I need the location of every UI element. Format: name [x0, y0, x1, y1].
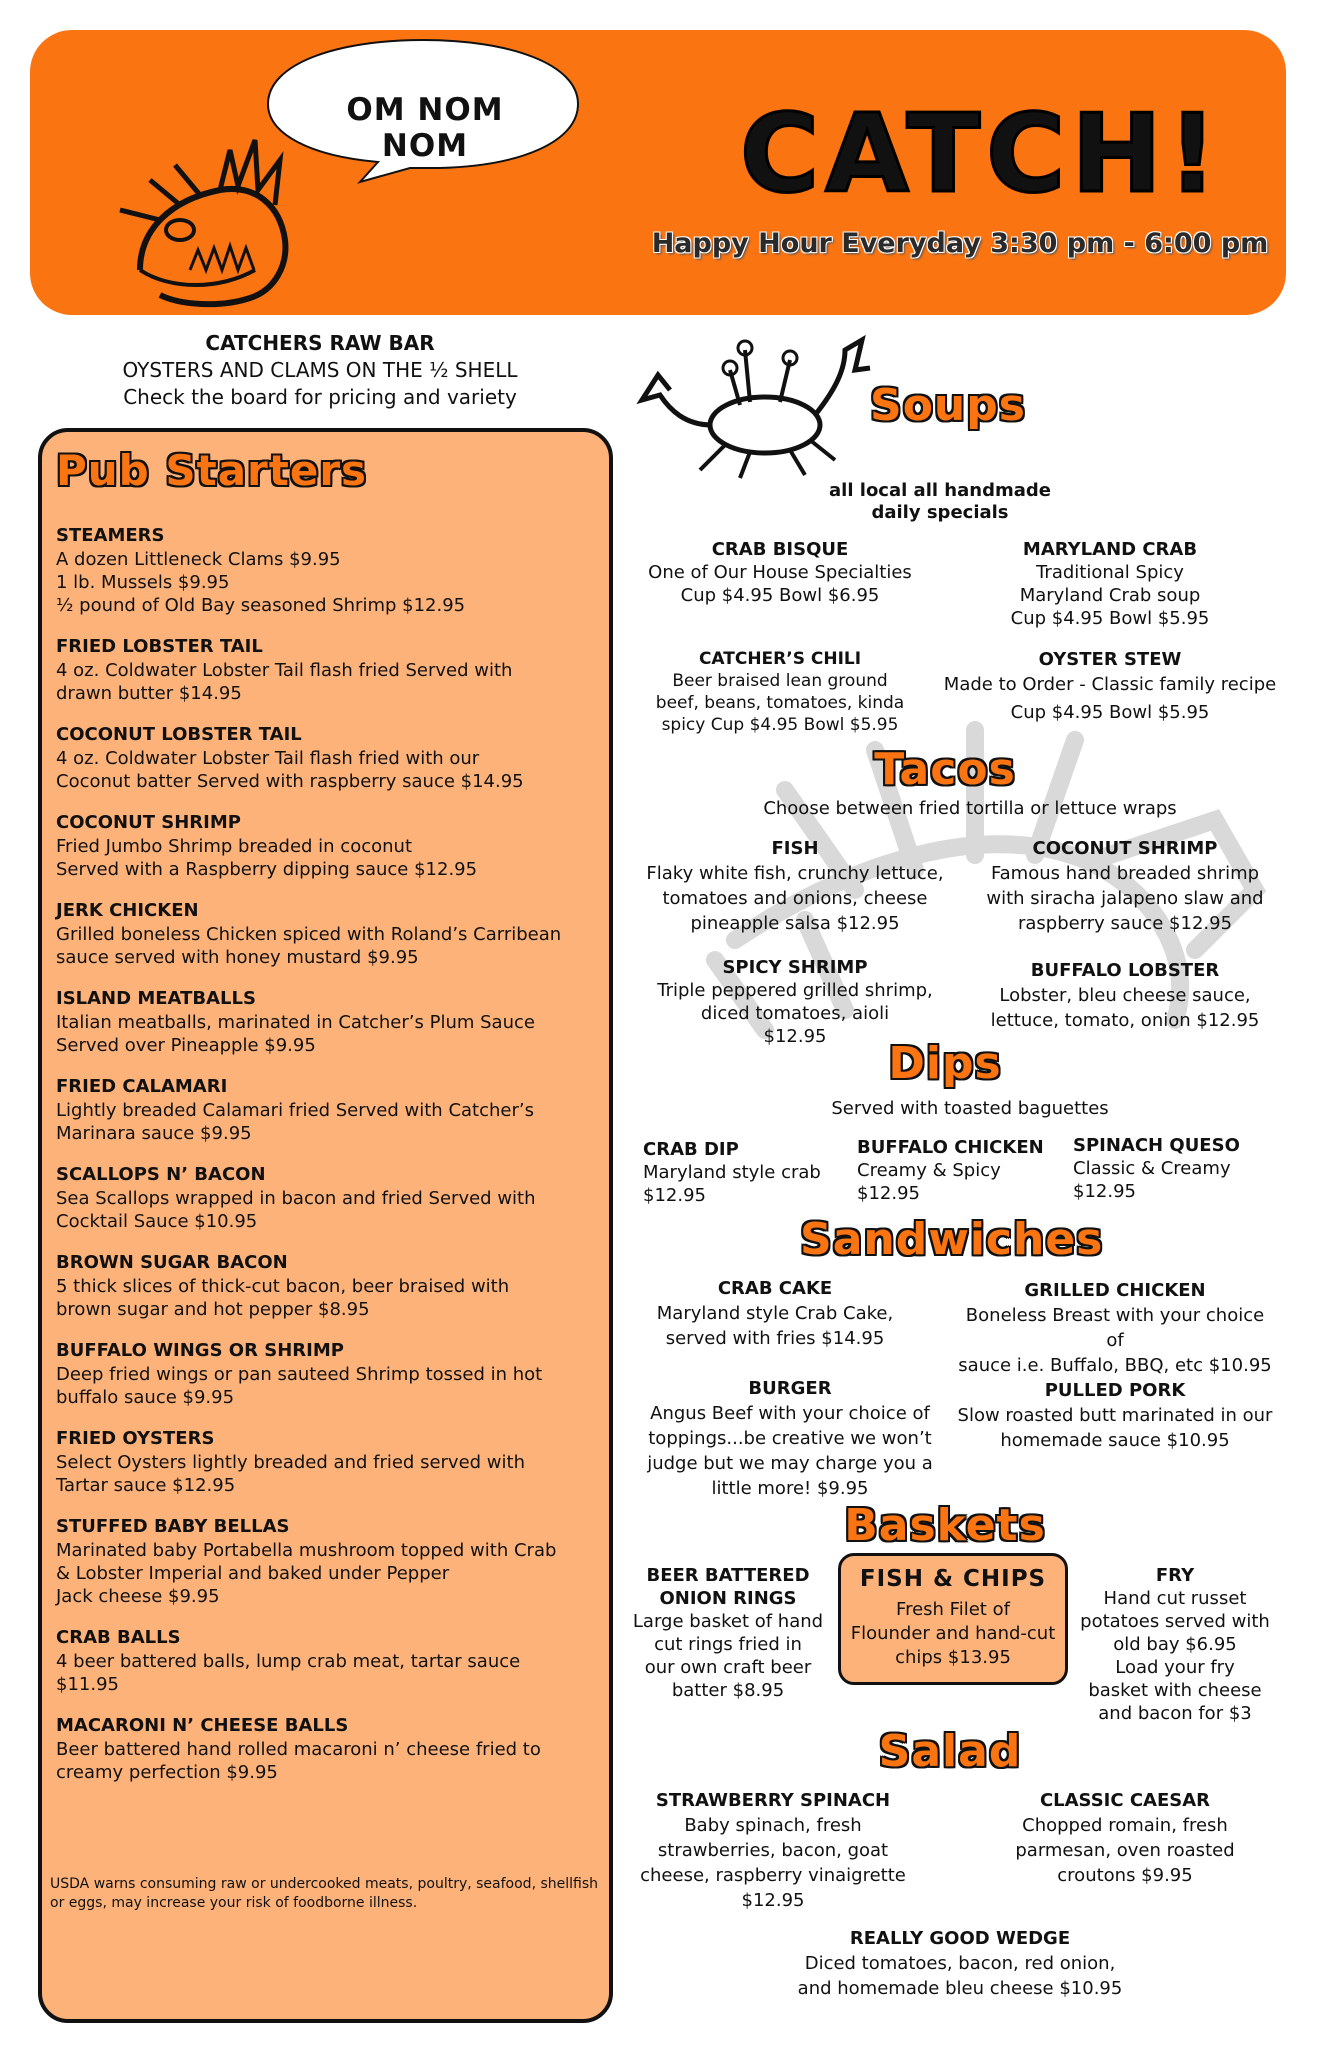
pub-starter-item	[56, 635, 596, 705]
pub-starter-item	[56, 1515, 596, 1608]
pub-starters-heading: Pub Starters	[56, 446, 368, 495]
item-name: JERK CHICKEN	[56, 900, 199, 921]
pub-starter-item	[56, 1714, 596, 1784]
item-name: OYSTER STEW	[1038, 649, 1182, 670]
pub-starter-item	[56, 899, 596, 969]
pub-starter-item	[56, 1626, 596, 1696]
item-desc: Fresh Filet of Flounder and hand-cut chips $13.95	[850, 1599, 1056, 1668]
dips-subtitle: Served with toasted baguettes	[831, 1098, 1109, 1119]
pub-starter-item	[56, 1339, 596, 1409]
item-desc: Traditional Spicy Maryland Crab soup Cup $4.95 Bowl $5.95	[1010, 562, 1210, 629]
taco-spicy-shrimp	[625, 956, 965, 1048]
item-desc: Lightly breaded Calamari fried Served with Catcher’s Marinara sauce $9.95	[56, 1100, 534, 1144]
item-name: CATCHER’S CHILI	[698, 649, 862, 669]
soup-oyster-stew	[940, 648, 1280, 727]
item-desc: 5 thick slices of thick-cut bacon, beer braised with brown sugar and hot pepper $8.95	[56, 1276, 510, 1320]
item-desc: Deep fried wings or pan sauteed Shrimp tossed in hot buffalo sauce $9.95	[56, 1364, 543, 1408]
taco-fish	[625, 836, 965, 936]
soup-catchers-chili	[625, 648, 935, 736]
item-name: BUFFALO LOBSTER	[1030, 960, 1220, 981]
salad-heading: Salad	[878, 1726, 1022, 1777]
item-desc: 4 oz. Coldwater Lobster Tail flash fried with our Coconut batter Served with raspberry sauce $14.95	[56, 748, 524, 792]
item-name: MACARONI N’ CHEESE BALLS	[56, 1715, 349, 1736]
item-name: MARYLAND CRAB	[1022, 539, 1198, 560]
item-name: REALLY GOOD WEDGE	[849, 1928, 1071, 1949]
item-name: FISH	[771, 838, 819, 859]
item-desc: One of Our House Specialties Cup $4.95 Bowl $6.95	[648, 562, 912, 606]
item-name: SPICY SHRIMP	[722, 957, 868, 978]
item-name: CLASSIC CAESAR	[1039, 1790, 1211, 1811]
item-name: SPINACH QUESO	[1073, 1135, 1240, 1156]
usda-warning: USDA warns consuming raw or undercooked meats, poultry, seafood, shellfish or eggs, may increase your risk of foodborne illness.	[50, 1876, 599, 1911]
item-desc: Baby spinach, fresh strawberries, bacon, goat cheese, raspberry vinaigrette $12.95	[640, 1815, 906, 1911]
item-name: FRIED LOBSTER TAIL	[56, 636, 263, 657]
item-name: CRAB DIP	[643, 1139, 739, 1160]
item-desc: A dozen Littleneck Clams $9.95 1 lb. Mussels $9.95 ½ pound of Old Bay seasoned Shrimp $12.95	[56, 549, 466, 616]
pub-starter-item	[56, 1251, 596, 1321]
pub-starter-item	[56, 524, 596, 617]
item-desc: Angus Beef with your choice of toppings...be creative we won’t judge but we may charge you a little more! $9.95	[647, 1403, 933, 1499]
item-name: FRIED OYSTERS	[56, 1428, 215, 1449]
taco-buffalo-lobster	[975, 958, 1275, 1033]
item-desc: Made to Order - Classic family recipe Cup $4.95 Bowl $5.95	[943, 674, 1277, 723]
item-name: PULLED PORK	[1044, 1380, 1186, 1401]
soups-heading: Soups	[870, 380, 1026, 431]
pub-starter-item	[56, 723, 596, 793]
item-name: GRILLED CHICKEN	[1024, 1280, 1206, 1301]
soup-maryland-crab	[955, 538, 1265, 630]
raw-bar-notice	[50, 330, 590, 411]
item-desc: Famous hand breaded shrimp with siracha jalapeno slaw and raspberry sauce $12.95	[986, 863, 1264, 934]
sandwich-grilled-chicken	[955, 1278, 1275, 1378]
speech-bubble-text: OM NOM NOM	[346, 92, 504, 164]
soups-subtitle: all local all handmade daily specials	[829, 480, 1051, 523]
item-name: ISLAND MEATBALLS	[56, 988, 256, 1009]
item-name: CRAB CAKE	[717, 1278, 833, 1299]
item-desc: Fried Jumbo Shrimp breaded in coconut Served with a Raspberry dipping sauce $12.95	[56, 836, 478, 880]
item-desc: Grilled boneless Chicken spiced with Roland’s Carribean sauce served with honey mustard $9.95	[56, 924, 562, 968]
item-name: COCONUT LOBSTER TAIL	[56, 724, 302, 745]
item-name: COCONUT SHRIMP	[56, 812, 241, 833]
item-desc: Beer braised lean ground beef, beans, tomatoes, kinda spicy Cup $4.95 Bowl $5.95	[655, 671, 905, 735]
item-name: STEAMERS	[56, 525, 165, 546]
item-desc: Large basket of hand cut rings fried in our own craft beer batter $8.95	[632, 1611, 824, 1701]
item-name: BROWN SUGAR BACON	[56, 1252, 288, 1273]
item-name: FRIED CALAMARI	[56, 1076, 228, 1097]
crab-icon	[630, 330, 880, 480]
raw-bar-line-2: Check the board for pricing and variety	[123, 385, 517, 409]
salad-strawberry-spinach	[618, 1788, 928, 1913]
pub-starters-panel	[38, 428, 613, 2023]
item-desc: Creamy & Spicy $12.95	[857, 1160, 1001, 1204]
sandwich-burger	[635, 1376, 945, 1501]
sandwich-pulled-pork	[955, 1378, 1275, 1453]
salad-classic-caesar	[975, 1788, 1275, 1888]
item-name: CRAB BALLS	[56, 1627, 181, 1648]
item-name: STRAWBERRY SPINACH	[655, 1790, 891, 1811]
sandwiches-heading: Sandwiches	[800, 1214, 1104, 1265]
item-name: STUFFED BABY BELLAS	[56, 1516, 290, 1537]
dip-buffalo-chicken	[857, 1136, 1067, 1205]
item-name: FRY	[1155, 1565, 1195, 1586]
angler-fish-icon	[80, 120, 350, 330]
item-desc: Lobster, bleu cheese sauce, lettuce, tomato, onion $12.95	[990, 985, 1260, 1031]
item-desc: Select Oysters lightly breaded and fried served with Tartar sauce $12.95	[56, 1452, 525, 1496]
tacos-heading: Tacos	[874, 744, 1016, 795]
taco-coconut-shrimp	[975, 836, 1275, 936]
pub-starter-item	[56, 1075, 596, 1145]
pub-starter-item	[56, 811, 596, 881]
item-desc: Beer battered hand rolled macaroni n’ cheese fried to creamy perfection $9.95	[56, 1739, 541, 1783]
dip-spinach-queso	[1073, 1134, 1273, 1203]
dip-crab-dip	[643, 1138, 843, 1207]
salad-really-good-wedge	[780, 1926, 1140, 2001]
item-desc: 4 oz. Coldwater Lobster Tail flash fried Served with drawn butter $14.95	[56, 660, 513, 704]
pub-starter-item	[56, 987, 596, 1057]
raw-bar-line-1: OYSTERS AND CLAMS ON THE ½ SHELL	[122, 358, 518, 382]
basket-onion-rings	[618, 1564, 838, 1702]
soup-crab-bisque	[625, 538, 935, 607]
pub-starter-item	[56, 1163, 596, 1233]
item-desc: Boneless Breast with your choice of sauce i.e. Buffalo, BBQ, etc $10.95	[958, 1305, 1272, 1376]
item-desc: Maryland style Crab Cake, served with fries $14.95	[656, 1303, 894, 1349]
happy-hour-text: Happy Hour Everyday 3:30 pm - 6:00 pm	[651, 228, 1269, 259]
item-desc: Marinated baby Portabella mushroom topped with Crab & Lobster Imperial and baked under Pepper Jack cheese $9.95	[56, 1540, 557, 1607]
baskets-heading: Baskets	[844, 1500, 1046, 1551]
item-name: BUFFALO CHICKEN	[857, 1137, 1044, 1158]
item-name: BURGER	[748, 1378, 832, 1399]
item-name: BUFFALO WINGS OR SHRIMP	[56, 1340, 344, 1361]
item-name: FISH & CHIPS	[859, 1566, 1047, 1592]
item-desc: Triple peppered grilled shrimp, diced tomatoes, aioli $12.95	[657, 980, 933, 1047]
item-desc: Diced tomatoes, bacon, red onion, and homemade bleu cheese $10.95	[797, 1953, 1123, 1999]
item-name: SCALLOPS N’ BACON	[56, 1164, 266, 1185]
basket-fish-and-chips	[838, 1553, 1068, 1685]
item-desc: 4 beer battered balls, lump crab meat, tartar sauce $11.95	[56, 1651, 521, 1695]
pub-starters-list	[56, 524, 596, 1802]
item-name: COCONUT SHRIMP	[1032, 838, 1218, 859]
item-desc: Italian meatballs, marinated in Catcher’s Plum Sauce Served over Pineapple $9.95	[56, 1012, 535, 1056]
basket-fry	[1070, 1564, 1280, 1725]
item-desc: Classic & Creamy $12.95	[1073, 1158, 1231, 1202]
raw-bar-title: CATCHERS RAW BAR	[205, 331, 435, 355]
item-name: CRAB BISQUE	[711, 539, 849, 560]
item-desc: Hand cut russet potatoes served with old bay $6.95 Load your fry basket with cheese and bacon for $3	[1080, 1588, 1270, 1724]
tacos-subtitle: Choose between fried tortilla or lettuce wraps	[763, 798, 1177, 819]
logo-title: CATCH!	[740, 92, 1224, 217]
item-desc: Chopped romain, fresh parmesan, oven roasted croutons $9.95	[1015, 1815, 1235, 1886]
item-name: BEER BATTERED ONION RINGS	[646, 1565, 810, 1609]
item-desc: Slow roasted butt marinated in our homemade sauce $10.95	[957, 1405, 1273, 1451]
pub-starter-item	[56, 1427, 596, 1497]
item-desc: Flaky white fish, crunchy lettuce, tomatoes and onions, cheese pineapple salsa $12.95	[646, 863, 944, 934]
item-desc: Sea Scallops wrapped in bacon and fried Served with Cocktail Sauce $10.95	[56, 1188, 536, 1232]
sandwich-crab-cake	[625, 1276, 925, 1351]
dips-heading: Dips	[888, 1038, 1002, 1089]
item-desc: Maryland style crab $12.95	[643, 1162, 821, 1206]
